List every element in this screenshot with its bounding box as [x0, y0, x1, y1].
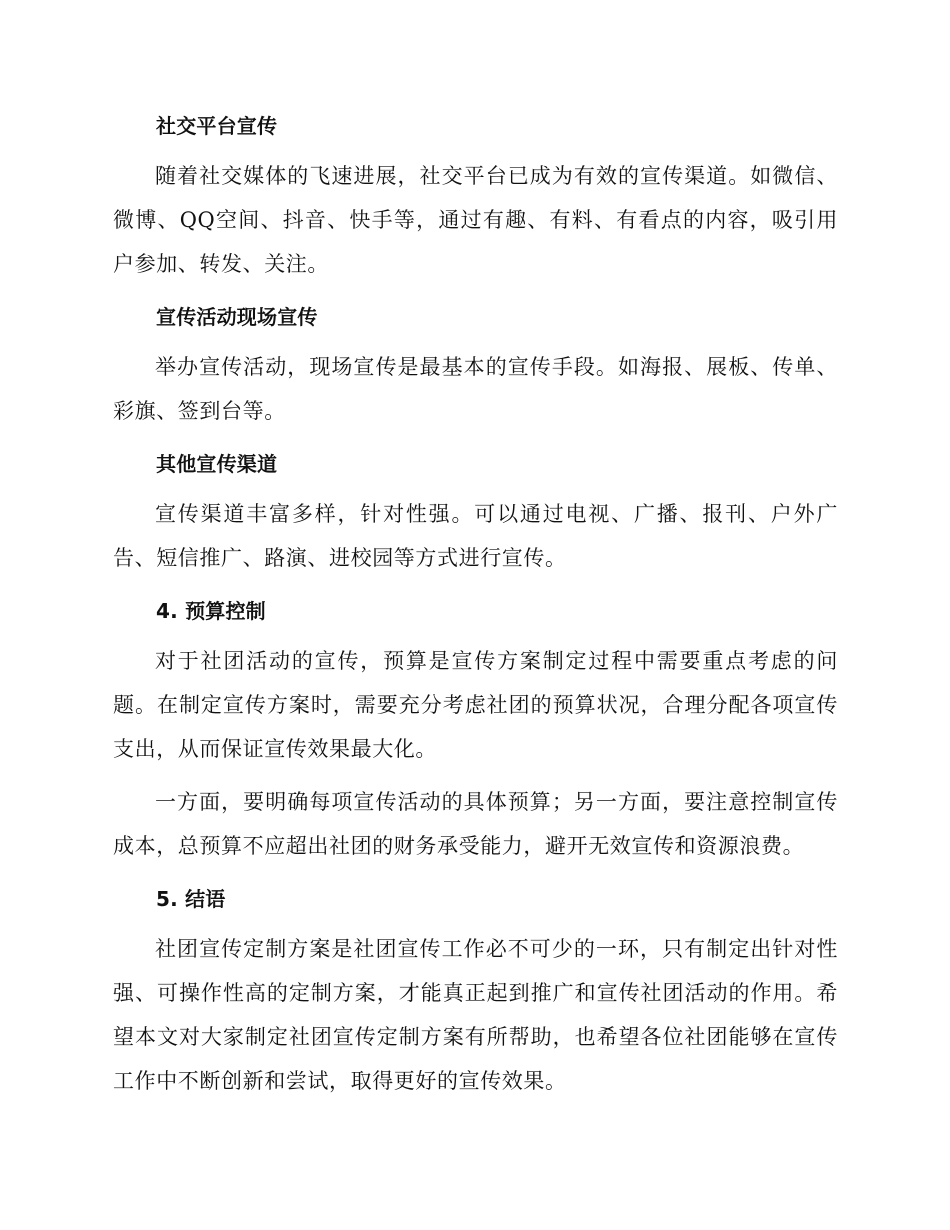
- paragraph: 一方面，要明确每项宣传活动的具体预算；另一方面，要注意控制宣传成本，总预算不应超出社团的财务承受能力，避开无效宣传和资源浪费。: [113, 790, 838, 858]
- section-heading-social-platform: 社交平台宣传: [156, 114, 278, 138]
- section-heading-conclusion: 5. 结语: [156, 887, 226, 911]
- section-heading-onsite: 宣传活动现场宣传: [156, 305, 318, 329]
- section-heading-budget: 4. 预算控制: [156, 599, 266, 623]
- document-body: [113, 104, 838, 1112]
- paragraph: 随着社交媒体的飞速进展，社交平台已成为有效的宣传渠道。如微信、微博、QQ空间、抖音、快手等，通过有趣、有料、有看点的内容，吸引用户参加、转发、关注。: [113, 164, 838, 276]
- paragraph: 社团宣传定制方案是社团宣传工作必不可少的一环，只有制定出针对性强、可操作性高的定制方案，才能真正起到推广和宣传社团活动的作用。希望本文对大家制定社团宣传定制方案有所帮助，也希望各位社团能够在宣传工作中不断创新和尝试，取得更好的宣传效果。: [113, 937, 838, 1093]
- section-heading-other-channels: 其他宣传渠道: [156, 452, 278, 476]
- paragraph: 对于社团活动的宣传，预算是宣传方案制定过程中需要重点考虑的问题。在制定宣传方案时，需要充分考虑社团的预算状况，合理分配各项宣传支出，从而保证宣传效果最大化。: [113, 649, 838, 761]
- paragraph: 举办宣传活动，现场宣传是最基本的宣传手段。如海报、展板、传单、彩旗、签到台等。: [113, 355, 838, 423]
- paragraph: 宣传渠道丰富多样，针对性强。可以通过电视、广播、报刊、户外广告、短信推广、路演、进校园等方式进行宣传。: [113, 502, 838, 570]
